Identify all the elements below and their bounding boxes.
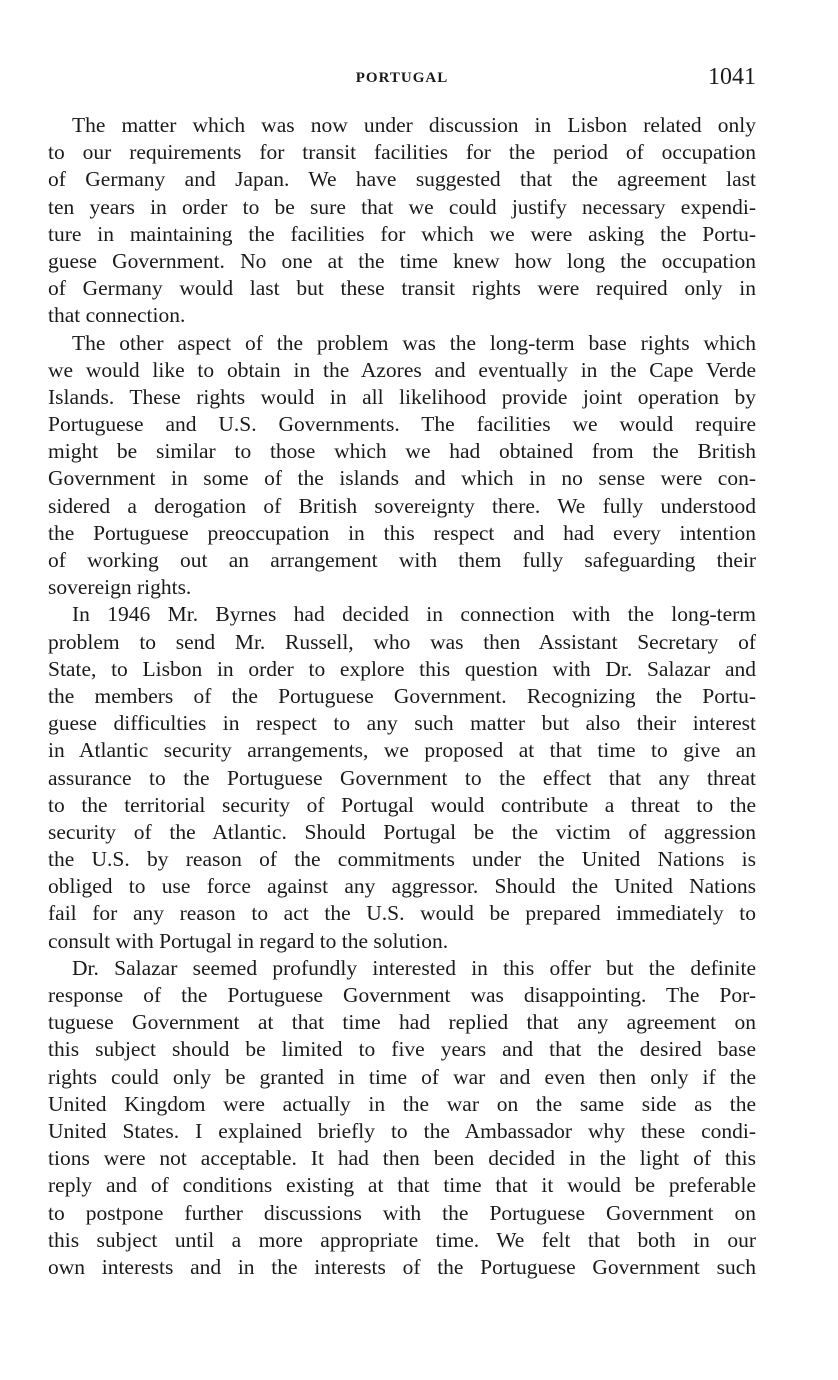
running-title: PORTUGAL bbox=[355, 70, 449, 86]
text-line: The matter which was now under discussion in Lisbon related only bbox=[72, 113, 756, 137]
text-line: of Germany and Japan. We have suggested that the agreement last bbox=[48, 167, 756, 192]
text-line: consult with Portugal in regard to the solution. bbox=[48, 928, 449, 953]
text-line: security of the Atlantic. Should Portugal be the victim of aggression bbox=[48, 819, 756, 844]
text-line: fail for any reason to act the U.S. would be prepared immediately to bbox=[48, 901, 756, 926]
text-line: problem to send Mr. Russell, who was then Assistant Secretary of bbox=[48, 629, 756, 654]
text-line: Government in some of the islands and which in no sense were con- bbox=[48, 466, 756, 491]
text-line: sovereign rights. bbox=[48, 575, 192, 600]
text-line: might be similar to those which we had obtained from the British bbox=[48, 439, 756, 464]
paragraph-byrnes-1946 bbox=[48, 601, 756, 954]
text-line: the Portuguese preoccupation in this respect and had every intention bbox=[48, 520, 756, 545]
text-line: Islands. These rights would in all likelihood provide joint operation by bbox=[48, 384, 756, 409]
text-line: that connection. bbox=[48, 303, 186, 328]
text-line: assurance to the Portuguese Government to the effect that any threat bbox=[48, 765, 756, 790]
text-line: State, to Lisbon in order to explore this question with Dr. Salazar and bbox=[48, 656, 756, 681]
text-line: response of the Portuguese Government was disappointing. The Por- bbox=[48, 983, 756, 1007]
page-number: 1041 bbox=[708, 64, 756, 90]
text-line: the U.S. by reason of the commitments under the United Nations is bbox=[48, 847, 756, 872]
text-line: tuguese Government at that time had replied that any agreement on bbox=[48, 1010, 756, 1035]
text-line: ture in maintaining the facilities for which we were asking the Portu- bbox=[48, 221, 756, 246]
body-text bbox=[48, 112, 756, 1281]
paragraph-base-rights bbox=[48, 330, 756, 602]
text-line: guese Government. No one at the time knew how long the occupation bbox=[48, 248, 756, 273]
text-line: guese difficulties in respect to any such matter but also their interest bbox=[48, 711, 756, 736]
text-line: this subject should be limited to five years and that the desired base bbox=[48, 1037, 756, 1062]
running-header bbox=[48, 64, 756, 98]
text-line: to the territorial security of Portugal would contribute a threat to the bbox=[48, 792, 756, 817]
paragraph-transit-facilities bbox=[48, 112, 756, 330]
text-line: to our requirements for transit facilities for the period of occupation bbox=[48, 140, 756, 165]
text-line: this subject until a more appropriate time. We felt that both in our bbox=[48, 1227, 756, 1252]
text-line: ten years in order to be sure that we could justify necessary expendi- bbox=[48, 194, 756, 219]
text-line: we would like to obtain in the Azores and eventually in the Cape Verde bbox=[48, 357, 756, 382]
paragraph-salazar-response bbox=[48, 955, 756, 1281]
text-line: The other aspect of the problem was the long-term base rights which bbox=[72, 330, 756, 355]
text-line: of working out an arrangement with them fully safeguarding their bbox=[48, 548, 756, 572]
text-line: reply and of conditions existing at that time that it would be preferable bbox=[48, 1173, 756, 1198]
text-line: Dr. Salazar seemed profundly interested in this offer but the definite bbox=[72, 955, 756, 980]
text-line: United Kingdom were actually in the war on the same side as the bbox=[48, 1091, 756, 1116]
text-line: rights could only be granted in time of war and even then only if the bbox=[48, 1064, 756, 1089]
text-line: of Germany would last but these transit rights were required only in bbox=[48, 276, 756, 301]
text-line: to postpone further discussions with the Portuguese Government on bbox=[48, 1200, 756, 1225]
text-line: the members of the Portuguese Government. Recognizing the Portu- bbox=[48, 683, 756, 708]
text-line: sidered a derogation of British sovereignty there. We fully understood bbox=[48, 493, 756, 518]
text-line: in Atlantic security arrangements, we proposed at that time to give an bbox=[48, 738, 756, 763]
text-line: own interests and in the interests of the Portuguese Government such bbox=[48, 1254, 756, 1279]
text-line: Portuguese and U.S. Governments. The facilities we would require bbox=[48, 412, 756, 437]
text-line: In 1946 Mr. Byrnes had decided in connection with the long-term bbox=[72, 602, 756, 627]
text-line: tions were not acceptable. It had then been decided in the light of this bbox=[48, 1146, 756, 1171]
text-line: United States. I explained briefly to the Ambassador why these condi- bbox=[48, 1118, 756, 1143]
text-line: obliged to use force against any aggressor. Should the United Nations bbox=[48, 874, 756, 899]
